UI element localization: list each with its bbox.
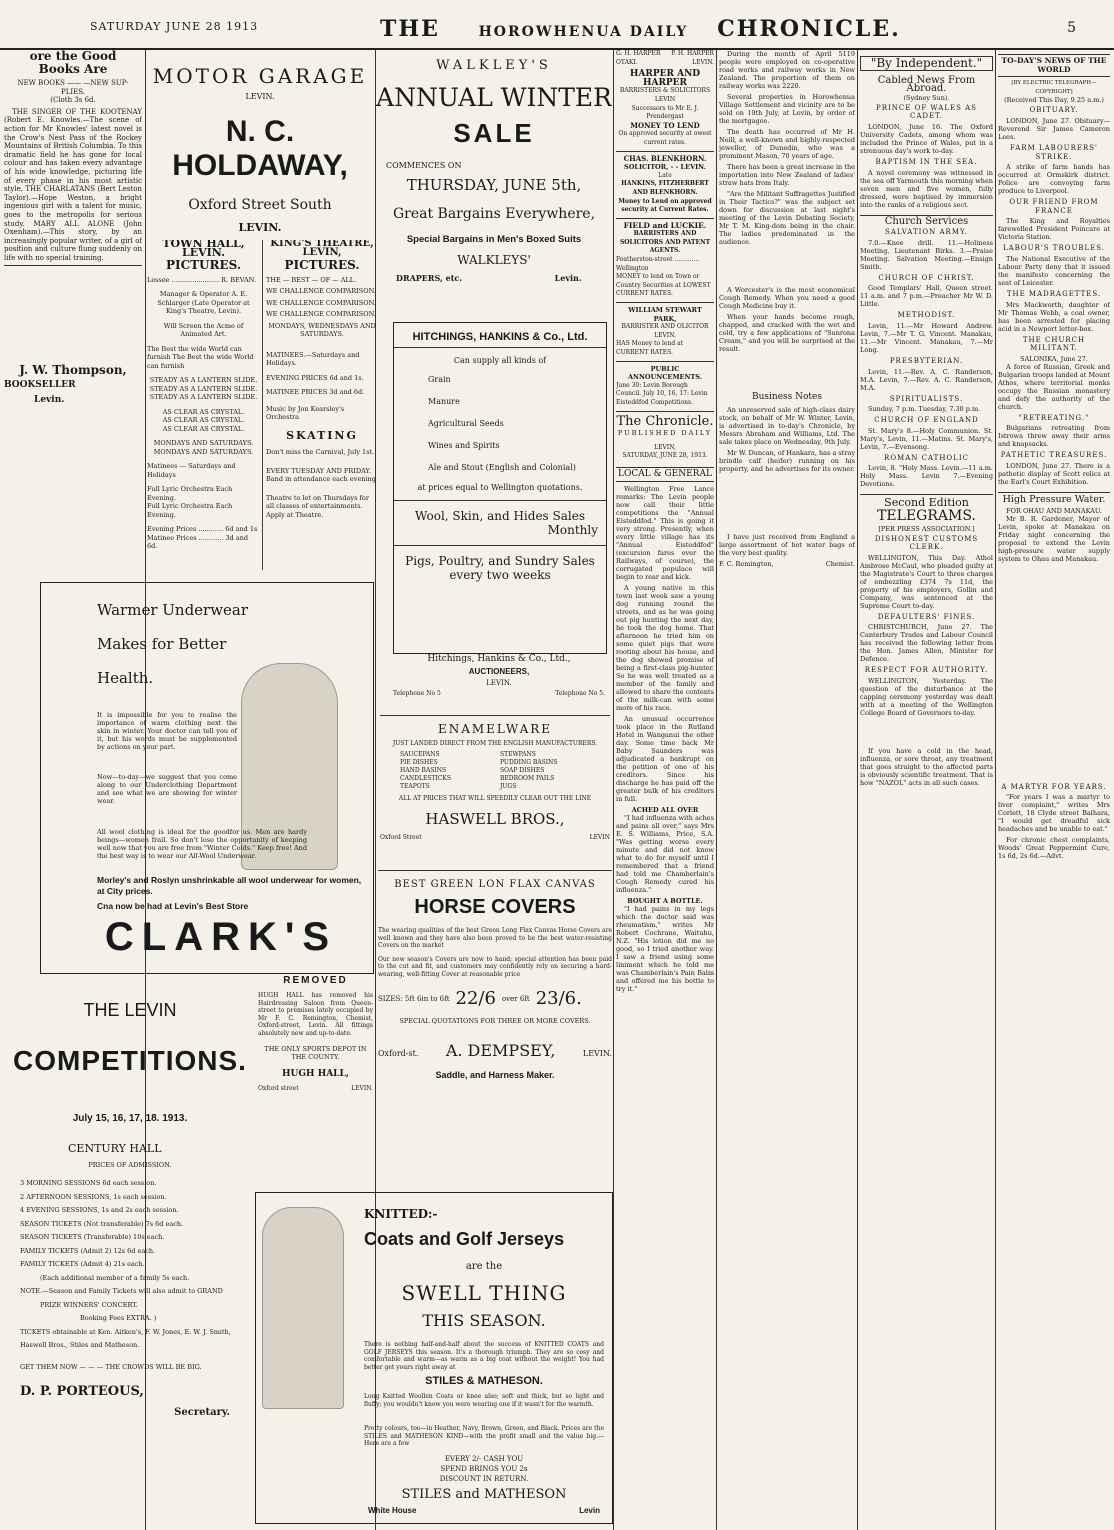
bought-body: "I had pains in my legs which the doctor said was rheumatism," writes Mr Robert Cochrane, Waituhu, N.Z. "His lotion did me no good, so I tried another way. I saw a friend using some liniment which he told me was Chamberlain's Pain Balm and offered me his bottle to try it."	[616, 904, 714, 993]
walkleys-special: Special Bargains in Men's Boxed Suits	[406, 234, 582, 245]
knitted-swell: SWELL THING	[401, 1281, 567, 1305]
pathetic-head: PATHETIC TREASURES.	[1000, 451, 1108, 460]
hitchings-wool: Wool, Skin, and Hides Sales	[414, 509, 586, 523]
england-body: St. Mary's 8.—Holy Communion. St. Mary's, Levin, 11.—Matins. St. Mary's, Levin, 7.—Evensong.	[860, 426, 993, 451]
knitted-body: There is nothing half-and-half about the success of KNITTED COATS and GOLF JERSEYS this season. It's a thorough triumph. They are so cosy and comfortable and warm—as warm as a big coat without the weight! You had better get yours right away at	[364, 1341, 604, 1371]
holdaway-street: Oxford Street South	[188, 197, 332, 213]
knitted-title: Coats and Golf Jerseys	[364, 1229, 565, 1249]
hitchings-auctioneers	[393, 652, 605, 712]
friend-body: The King and Royalties farewelled President Poincare at Victoria Station.	[998, 217, 1110, 242]
stewart-name: WILLIAM STEWART PARK,	[628, 306, 702, 323]
news-6: A Worcester's is the most economical Cough Remedy. When you need a good Cough Medicine buy it.	[719, 286, 855, 310]
underwear-ad	[40, 582, 374, 974]
dishonest-head: DISHONEST CUSTOMS CLERK.	[874, 534, 979, 552]
walkleys-ad	[376, 52, 612, 312]
newspaper-title	[380, 16, 901, 42]
books-headline-1: ore the Good	[29, 50, 117, 63]
title-mid: HOROWHENUA DAILY	[478, 24, 689, 40]
high-pressure-body: Mr B. R. Gardener, Mayor of Levin, spoke at Manakau on Friday night concerning the proposal to extend the Levin high-pressure water supply system to Ohau and Manakau.	[998, 514, 1110, 563]
horse-covers-title: HORSE COVERS	[414, 896, 576, 918]
enamel-teapots: TEAPOTS	[400, 783, 430, 790]
respect-head: RESPECT FOR AUTHORITY.	[864, 666, 989, 675]
enamelware-ad	[380, 715, 610, 866]
bought-head: BOUGHT A BOTTLE.	[627, 896, 703, 905]
walkleys-town: Levin.	[554, 273, 582, 283]
obituary-body: LONDON, June 27. Obituary—Reverend Sir James Cameron Lees.	[998, 116, 1110, 141]
news-2: Several properties in Horowhenua Village Settlement and vicinity are to be sold on 19th July, at Levin, by order of the mortgagee.	[719, 93, 855, 125]
underwear-title: Warmer Underwear	[97, 601, 249, 619]
books-cloth: (Cloth 3s 6d.	[50, 96, 96, 105]
walkleys-commences: COMMENCES ON	[386, 161, 462, 170]
dempsey-firm: A. DEMPSEY,	[445, 1041, 556, 1060]
removed-depot: THE ONLY SPORTS DEPOT IN THE COUNTY.	[264, 1045, 367, 1061]
madragettes-body: Mrs Mackworth, daughter of Mr Thomas Webb, a coal owner, has been arrested for placing acid in a Newport letter-box.	[998, 300, 1110, 333]
competitions-hall: CENTURY HALL	[68, 1142, 162, 1155]
price-season-t: SEASON TICKETS (Transferable) 10s each.	[20, 1233, 165, 1241]
walkleys-annual: ANNUAL WINTER	[376, 83, 612, 112]
knitted-season: THIS SEASON.	[422, 1311, 546, 1330]
friend-head: OUR FRIEND FROM FRANCE	[1009, 198, 1099, 215]
kings-best: THE — BEST — OF — ALL.	[266, 275, 357, 284]
hitchings-seeds: Agricultural Seeds	[428, 419, 504, 428]
harper-succ: Successors to Mr E. J. Prendergast	[631, 104, 699, 121]
horse-price-2: 23/6.	[535, 988, 582, 1009]
news-1: During the month of April 5119 people were employed on co-operative road works and railway works in New Zealand. The proportion of them on railway works was 2220.	[719, 50, 855, 90]
enamel-hand-basins: HAND BASINS	[400, 767, 447, 774]
respect-body: WELLINGTON, Yesterday. The question of the disturbance at the capping ceremony yesterday was dealt with at a meeting of the Wellington College Board of Governors to-day.	[860, 676, 993, 717]
local-body-2: A young native in this town last week saw a young dog running round the streets, and as he was going out pig hunting the next day, he took the dog home. That afternoon he tried him on some quiet pigs that were rooting about his house, and the dog showed promise of being a first-class pig-hunter. So he was well treated as a member of the family and allowed to share the contents of the milk-can with some more of his race.	[616, 583, 714, 712]
town-hall-screen: Will Screen the Acme of Animated Art.	[163, 321, 244, 338]
local-body-3: An unusual occurrence took place in the Rutland Hotel in Wanganui the other day. Some time back Mr Baby Saunders was adjudicated a bankrupt on the petition of one of his creditors. Since his discharge he has paid off the greater bulk of his creditors in full.	[616, 714, 714, 803]
defaulters-head: DEFAULTERS' FINES.	[877, 612, 976, 621]
walkleys-walkleys: WALKLEYS'	[457, 253, 531, 267]
motor-garage-ad	[146, 52, 374, 232]
kings-matinee-prices: MATINEE PRICES 3d and 6d.	[266, 388, 365, 396]
hugh-hall-name: HUGH HALL,	[282, 1069, 349, 1079]
blenkhorn-late: Late	[658, 171, 672, 179]
town-hall-steady-2: STEADY AS A LANTERN SLIDE.	[149, 384, 258, 393]
remington-name: F. C. Remington,	[719, 559, 774, 568]
harper-role: BARRISTERS & SOLICITORS	[619, 87, 711, 95]
enamel-stewpans: STEWPANS	[500, 751, 536, 758]
hitchings-fortnight: every two weeks	[449, 568, 551, 582]
legal-column	[616, 50, 714, 1530]
horse-sizes-label: SIZES: 5ft 6in to 6ft	[378, 994, 450, 1003]
business-3: I have just received from England a large assortment of hot water bags of the very best quality.	[719, 532, 855, 557]
underwear-cna: Cna now be had at Levin's Best Store	[97, 901, 249, 911]
competitions-ad	[10, 980, 250, 1520]
knitted-coats-ad	[255, 1192, 613, 1524]
field-money: MONEY to lend on Town or Country Securities at LOWEST CURRENT RATES.	[616, 273, 711, 298]
hitchings-pigs: Pigs, Poultry, and Sundry Sales	[405, 554, 595, 568]
chronicle-levin: LEVIN,	[654, 443, 676, 451]
field-addr: Featherston-street ............. Wellington	[616, 256, 700, 272]
knitted-every: EVERY 2/- CASH YOU	[444, 1455, 524, 1463]
stewart-money: HAS Money to lend at CURRENT RATES.	[616, 340, 684, 356]
hitchings-auct-role: AUCTIONEERS,	[468, 667, 530, 676]
enamelware-title: ENAMELWARE	[437, 722, 553, 736]
price-additional: (Each additional member of a family 5s each.	[40, 1273, 190, 1282]
chronicle-published: PUBLISHED DAILY	[617, 429, 713, 438]
christ-body: Good Templars' Hall, Queen street. 11 a.m. and 7 p.m.—Preacher Mr W. D. Little.	[860, 284, 993, 309]
spiritualists-head: SPIRITUALISTS.	[889, 394, 964, 403]
blenkhorn-sol: SOLICITOR, - - LEVIN.	[624, 163, 706, 172]
town-hall-clear-3: AS CLEAR AS CRYSTAL.	[162, 424, 245, 433]
news-4: There has been a great increase in the importation into New Zealand of ladies' straw hats from Italy.	[719, 163, 855, 187]
labour-body: The National Executive of the Labour Party deny that it issued the manifesto concerning the seat of Leicester.	[998, 254, 1110, 287]
underwear-makes: Makes for Better	[97, 635, 227, 653]
hitchings-ad	[393, 322, 607, 654]
price-afternoon: 2 AFTERNOON SESSIONS, 1s each session.	[20, 1192, 167, 1201]
hitchings-items	[394, 369, 606, 479]
underwear-body-3: All wool clothing is ideal for the goodfor us. Men are hardy beings—women frail. So don't lose the opportunity of keeping well now that you are free from "Winter Colds." Keep free! And the best way is to wear our All-Wool Underwear.	[97, 828, 307, 860]
knitted-firm-2: STILES and MATHESON	[401, 1487, 567, 1502]
prince-body: LONDON, June 16. The Oxford University Cadets, among whom was included the Prince of Wales, put in a strenuous day's work to-day.	[860, 122, 993, 155]
motor-garage-town: LEVIN.	[245, 92, 275, 101]
bookseller-town: Levin.	[34, 394, 65, 405]
local-body-1: Wellington Free Lance remarks: The Levin people now call their little competitions the "Annual Eisteddfod." This is going it very strong. Presently, when every little village has its "Annual Eisteddfod" (excursion fares over the Railways, of course), the corrugated populace will begin to rear and kick.	[616, 484, 714, 581]
world-news-column	[998, 50, 1110, 1530]
haswell-street: Oxford Street	[380, 834, 422, 841]
harper-2-town: LEVIN.	[692, 58, 714, 66]
kings-matinees: MATINEES.—Saturdays and Holidays.	[266, 350, 360, 367]
town-hall-days-1: MONDAYS AND SATURDAYS.	[153, 439, 254, 447]
bookseller-name: J. W. Thompson,	[19, 363, 127, 378]
blenkhorn-lend: Money to Lend on approved security at Current Rates.	[618, 197, 712, 214]
price-family-2: FAMILY TICKETS (Admit 2) 12s 6d each.	[20, 1246, 156, 1255]
town-hall-evening-prices: Evening Prices ............ 6d and 1s	[147, 525, 258, 533]
removed-title: REMOVED	[283, 975, 348, 986]
public-body: June 30: Levin Borough Council. July 10, 16, 17: Levin Eisteddfod Competitions.	[616, 381, 708, 406]
competitions-note: NOTE.—Season and Family Tickets will also admit to GRAND	[20, 1287, 223, 1295]
haswell-firm: HASWELL BROS.,	[425, 810, 565, 828]
bookseller-role: BOOKSELLER	[4, 380, 76, 391]
high-pressure-sub: FOR OHAU AND MANAKAU.	[1006, 506, 1102, 515]
column-rule	[857, 50, 858, 1530]
electric-telegraph: [BY ELECTRIC TELEGRAPH—COPYRIGHT]	[1011, 80, 1097, 95]
enamel-saucepans: SAUCEPANS	[400, 751, 440, 758]
kings-theatre-ad	[262, 240, 378, 570]
hitchings-ale: Ale and Stout (English and Colonial)	[428, 463, 576, 472]
knitted-spend: SPEND BRINGS YOU 2s	[440, 1465, 528, 1473]
kings-every: EVERY TUESDAY AND FRIDAY. Band in attendance each evening	[266, 466, 376, 483]
church-services: Church Services	[860, 215, 993, 227]
harper-1: G. H. HARPER	[616, 50, 661, 57]
title-right: CHRONICLE.	[717, 16, 901, 42]
town-hall-orchestra-1: Full Lyric Orchestra Each Evening.	[147, 485, 233, 502]
hitchings-wines: Wines and Spirits	[428, 441, 500, 450]
price-morning: 3 MORNING SESSIONS 6d each session.	[20, 1179, 157, 1187]
obituary-head: OBITUARY.	[1029, 106, 1079, 115]
nazol-body: If you have a cold in the head, influenza, or sore throat, any treatment that goes straight to the affected parts is obviously scientific treatment. That is how "NAZOL" acts in all such cases.	[860, 746, 993, 787]
horse-covers-ad	[378, 870, 612, 1171]
madragettes-head: THE MADRAGETTES.	[1006, 289, 1102, 298]
competitions-dates: July 15, 16, 17, 18. 1913.	[72, 1113, 188, 1124]
knitted-body-2: Long Knitted Woollen Coats or knee also; soft and thick, but so light and fluffy; you wouldn't know you were wearing one if it wasn't for the warmth.	[364, 1393, 604, 1408]
hugh-hall-street: Oxford street	[258, 1085, 299, 1092]
enamel-bedroom-pails: BEDROOM PAILS	[500, 775, 555, 782]
horse-covers-body: The wearing qualities of the best Green Long Flax Canvas Horse Covers are well known and they have also been proved to be the best water-resisting Covers on the market	[378, 927, 612, 949]
town-hall-orchestra-2: Full Lyric Orchestra Each Evening.	[147, 502, 233, 519]
walkleys-day: THURSDAY, JUNE 5th,	[406, 176, 582, 194]
news-column	[719, 50, 855, 1530]
town-hall-sub: PICTURES.	[165, 258, 242, 272]
methodist-body: Levin, 11.—Mr Howard Andrew. Levin, 7.—Mr T. G. Vincent. Manakau, 11.—Mr Vincent. Manakau, 7.—Mr Long.	[860, 321, 993, 354]
town-hall-lessee: Lessee ....................... R. BEVAN.	[147, 275, 257, 284]
harper-town: LEVIN	[654, 95, 676, 103]
enamel-pudding-basins: PUDDING BASINS	[500, 759, 558, 766]
presbyterian-head: PRESBYTERIAN.	[889, 356, 964, 365]
books-new-supplies: NEW BOOKS —— —NEW SUP-	[17, 79, 129, 87]
enamel-jugs: JUGS	[500, 783, 517, 790]
blenkhorn-hankins: HANKINS, FITZHERBERT AND BLENKHORN.	[621, 180, 709, 196]
competitions-the-levin: THE LEVIN	[83, 1000, 177, 1020]
hitchings-prices: at prices equal to Wellington quotations.	[417, 483, 583, 492]
prince-head: PRINCE OF WALES AS CADET.	[876, 103, 977, 121]
holdaway-town: LEVIN.	[238, 221, 282, 232]
hitchings-supply: Can supply all kinds of	[453, 356, 547, 365]
labour-head: LABOUR'S TROUBLES.	[1002, 244, 1106, 253]
second-edition: Second Edition	[860, 494, 993, 508]
town-hall-steady-3: STEADY AS A LANTERN SLIDE.	[149, 393, 258, 401]
martyr-head: A MARTYR FOR YEARS.	[1001, 782, 1107, 791]
harper-2: P. H. HARPER	[671, 50, 714, 57]
competitions-title: COMPETITIONS.	[13, 1045, 247, 1076]
telegrams: TELEGRAMS.	[877, 507, 976, 524]
field-name: FIELD and LUCKIE.	[623, 220, 707, 230]
clarks-logo: CLARK'S	[104, 915, 338, 959]
horse-covers-body-2: Our new season's Covers are now to hand; special attention has been paid to the cut and fit, and customers may confidently rely on securing a hard-wearing, well-fitting Cover at reasonable price	[378, 955, 612, 978]
salonika-body: A force of Russian, Greek and Bulgarian troops landed at Mount Athos, where territorial monks occupy the Russian monastery and defy the authority of the church.	[998, 362, 1110, 411]
column-rule	[613, 50, 614, 1530]
knitted-firm: STILES & MATHESON.	[425, 1375, 543, 1387]
chronicle-title: The Chronicle.	[616, 413, 714, 429]
porteous-name: D. P. PORTEOUS,	[20, 1384, 144, 1399]
enamel-candlesticks: CANDLESTICKS	[400, 775, 452, 782]
competitions-tickets: TICKETS obtainable at Ken. Aitken's, F. W. Jones, E. W. J. Smith, Haswell Bros., Stiles and Matheson.	[20, 1327, 231, 1349]
baptism-body: A novel ceremony was witnessed in the sea off Yarmouth this morning when seven men and five women, fully dressed, were baptised by immersion into the ranks of a religious sect.	[860, 168, 993, 209]
presbyterian-body: Levin, 11.—Rev. A. C. Randerson, M.A. Levin, 7.—Rev. A. C. Randerson, M.A.	[860, 367, 993, 392]
walkleys-drapers	[376, 273, 612, 283]
town-hall-clear-1: AS CLEAR AS CRYSTAL.	[162, 407, 245, 416]
motor-garage-title: MOTOR GARAGE	[152, 64, 368, 88]
press-association: [PER PRESS ASSOCIATION.]	[878, 524, 975, 533]
dempsey-town: LEVIN.	[582, 1049, 612, 1058]
kings-theatre-sub: PICTURES.	[284, 258, 360, 272]
england-head: CHURCH OF ENGLAND	[874, 416, 979, 425]
business-2: Mr W. Duncan, of Hankara, has a stray brindle calf (heifer) running on his property, and he advertises for its owner.	[719, 448, 855, 473]
price-family-4: FAMILY TICKETS (Admit 4) 21s each.	[20, 1260, 145, 1268]
christ-head: CHURCH OF CHRIST.	[878, 273, 975, 282]
chronicle-date: SATURDAY, JUNE 28, 1913.	[622, 452, 708, 460]
salonika-dateline: SALONIKA, June 27.	[1020, 354, 1088, 363]
todays-news-head: TO-DAY'S NEWS OF THE WORLD	[998, 54, 1110, 77]
ached-head: ACHED ALL OVER	[631, 805, 699, 814]
walkleys-drapers-label: DRAPERS, etc.	[396, 273, 463, 283]
competitions-price-list	[10, 1177, 250, 1374]
pathetic-body: LONDON, June 27. There is a pathetic display of Scott relics at the Earl's Court Exhibition.	[998, 461, 1110, 486]
kings-skating: SKATING	[286, 428, 358, 442]
knitted-town: Levin	[579, 1506, 600, 1515]
enamel-pie-dishes: PIE DISHES	[400, 759, 438, 766]
price-evening: 4 EVENING SESSIONS, 1s and 2s each session.	[20, 1206, 179, 1214]
kings-days: MONDAYS, WEDNESDAYS AND SATURDAYS.	[268, 321, 376, 338]
martyr-body: "For years I was a martyr to liver complaint," writes Mrs Corlett, 18 Clyde street Balhara, "I would get dreadful sick headaches and be unable to eat."	[998, 793, 1110, 834]
removed-ad	[258, 975, 373, 1185]
books-body: THE SINGER OF THE KOOTENAY (Robert E. Knowles.—The scene of action for Mr Knowles' latest novel is the Crow's Nest Pass of the Rockey Mountains of British Columbia. To this dramatic field he has gone for local colour and has taken every advantage of his wide knowledge, picturing life of every phase in his most artistic style. THE CHARLATANS (Bert Leston Taylor).—Hope Weston, a bright ingenious girl with a talent for music, goes to the metropolis for serious study. MARY ALL ALONE (John Oxenham).—This story, by an increasingly popular writer, of a girl of position and culture flung suddenly on life with no special training.	[4, 107, 142, 262]
competitions-booking: Booking Fees EXTRA. )	[80, 1314, 157, 1322]
walkleys-sale: SALE	[453, 118, 535, 148]
methodist-head: METHODIST.	[897, 311, 956, 320]
kings-challenge-2: WE CHALLENGE COMPARISON.	[266, 298, 376, 307]
harper-money: MONEY TO LEND	[630, 120, 700, 130]
column-rule	[995, 50, 996, 1530]
kings-challenge-1: WE CHALLENGE COMPARISON.	[266, 287, 376, 295]
salvation-body: 7.0.—Knee drill. 11.—Holiness Meeting, Lieutenant Birks. 3.—Praise Meeting. Salvation Meeting.—Ensign Smith.	[860, 238, 993, 271]
harper-firm: HARPER AND HARPER	[629, 69, 701, 88]
retreat-body: Bulgarians retreating from Istrowa threw away their arms and knapsacks.	[998, 424, 1110, 449]
hitchings-auct-town: LEVIN.	[486, 679, 512, 687]
knitted-discount: DISCOUNT IN RETURN.	[439, 1475, 529, 1483]
walkleys-name: WALKLEY'S	[436, 58, 552, 73]
dempsey-saddle: Saddle, and Harness Maker.	[435, 1070, 555, 1080]
walkleys-bargains: Great Bargains Everywhere,	[392, 206, 596, 222]
dempsey-street: Oxford-st.	[378, 1049, 419, 1058]
competitions-prize: PRIZE WINNERS' CONCERT.	[40, 1300, 138, 1309]
price-season-nt: SEASON TICKETS (Not transferable) 7s 6d each.	[20, 1219, 184, 1228]
column-rule	[716, 50, 717, 1530]
dishonest-body: WELLINGTON, This Day. Athol Ambrose McCaul, who pleaded guilty at the Magistrate's Court to three charges of embezzling £374 7s 11d, the property of his employers, Gollin and Company, was sentenced at the Supreme Court to-day.	[860, 553, 993, 610]
hitchings-tel-left: Telephone No 5	[393, 690, 441, 697]
kings-carnival: Don't miss the Carnival, July 1st.	[266, 448, 375, 456]
town-hall-ad	[147, 240, 260, 570]
underwear-health: Health.	[97, 669, 154, 687]
knitted-illustration	[262, 1207, 344, 1409]
books-plies: PLIES.	[60, 87, 85, 96]
public-announcements: PUBLIC ANNOUNCEMENTS.	[628, 364, 702, 382]
blenkhorn-name: CHAS. BLENKHORN.	[623, 153, 707, 163]
roman-body: Levin, 8. "Holy Mass. Levin.—11 a.m. Holy Mass. Levin 7.—Evening Devotions.	[860, 464, 993, 489]
horse-over: over 6ft	[501, 994, 530, 1003]
books-column	[4, 50, 142, 570]
town-hall-manager: Manager & Operator A. E. Schlarger (Late Operator at King's Theatre, Levin).	[157, 290, 250, 315]
knitted-white-house: White House	[368, 1506, 417, 1515]
title-left: THE	[380, 16, 440, 42]
horse-special: SPECIAL QUOTATIONS FOR THREE OR MORE COVERS.	[399, 1017, 591, 1025]
knitted-are: are the	[465, 1261, 503, 1272]
cabled-news: Cabled News From Abroad.	[877, 74, 976, 95]
town-hall-matinee-prices: Matinee Prices ............ 3d and 6d.	[147, 533, 249, 550]
field-role: BARRISTERS AND SOLICITORS AND PATENT AGENTS.	[619, 230, 711, 255]
kings-music: Music by Jon Kearsley's Orchestra	[266, 404, 345, 421]
stewart-role: BARRISTER AND OLICITOR LEVIN.	[621, 323, 709, 339]
high-pressure-head: High Pressure Water.	[998, 492, 1110, 505]
hitchings-auct-name: Hitchings, Hankins & Co., Ltd.,	[427, 654, 571, 664]
hitchings-manure: Manure	[428, 397, 460, 406]
enamel-soap-dishes: SOAP DISHES	[500, 767, 545, 774]
farm-body: A strike of farm hands has occurred at Ormskirk district. Police are convoying farm produce to Liverpool.	[998, 163, 1110, 196]
baptism-head: BAPTISM IN THE SEA.	[875, 157, 978, 166]
horse-covers-best: BEST GREEN LON FLAX CANVAS	[394, 879, 596, 890]
enamel-prices: ALL AT PRICES THAT WILL SPEEDILY CLEAR OUT THE LINE	[398, 795, 592, 802]
business-notes: Business Notes	[752, 392, 822, 402]
town-hall-clear-2: AS CLEAR AS CRYSTAL.	[162, 416, 245, 424]
hitchings-title: HITCHINGS, HANKINS & Co., Ltd.	[394, 331, 606, 348]
news-5: "Are the Militant Suffragettes Justified in Their Tactics?" was the subject set down for discussion at last night's meeting of the Levin Debating Society, Mr T. M. King-dom being in the chair. The ladies predominated in the audience.	[719, 190, 855, 246]
colds-body: For chronic chest complaints, Woods' Great Peppermint Cure, 1s 6d, 2s 6d.—Advt.	[998, 836, 1110, 861]
hitchings-grain: Grain	[428, 375, 451, 384]
harper-approved: On approved security at owest current rates.	[618, 130, 712, 146]
farm-head: FARM LABOURERS' STRIKE.	[1010, 143, 1098, 161]
hugh-hall-town: LEVIN.	[351, 1085, 373, 1092]
roman-head: ROMAN CATHOLIC	[884, 453, 969, 462]
porteous-role: Secretary.	[174, 1407, 230, 1418]
hitchings-tel-right: Telephone No 5.	[555, 690, 605, 697]
sydney-sun: (Sydney Sun).	[903, 93, 950, 102]
harper-1-town: OTAKI.	[616, 58, 638, 66]
received: (Received This Day, 9.25 a.m.)	[1004, 96, 1104, 105]
kings-challenge-3: WE CHALLENGE COMPARISON.	[266, 310, 376, 318]
underwear-body: It is impossible for you to realise the importance of warm clothing next the skin in winter. Your doctor can tell you of it, but his words must be supplemented by actions on your part.	[97, 711, 237, 751]
issue-date: SATURDAY JUNE 28 1913	[90, 20, 259, 33]
haswell-town: LEVIN	[589, 834, 610, 841]
enamelware-sub: JUST LANDED DIRECT FROM THE ENGLISH MANUFACTURERS.	[392, 740, 598, 747]
knitted-body-3: Pretty colours, too—in Heather, Navy, Brown, Green, and Black. Prices are the STILES and MATHESON KIND—with the profit small and the value big.—Here are a few	[364, 1425, 604, 1447]
underwear-morley: Morley's and Roslyn unshrinkable all wool underwear for women, at City prices.	[97, 875, 362, 896]
militant-head: THE CHURCH MILITANT.	[1022, 335, 1086, 353]
competitions-prices: PRICES OF ADMISSION.	[88, 1161, 172, 1169]
retreat-head: "RETREATING."	[1018, 413, 1090, 422]
news-7: When your hands become rough, chapped, and cracked with the wet and cold, try a few applications of "Sunrona Cream," and you will be surprised at the result.	[719, 313, 855, 353]
removed-body: HUGH HALL has removed his Hairdressing Saloon from Queen-street to premises lately occupied by Mr F. C. Remington, Chemist, Oxford-street, Levin. All fittings absolutely new and up-to-date.	[258, 992, 373, 1037]
knitted-head: KNITTED:-	[364, 1207, 438, 1221]
kings-evening-prices: EVENING PRICES 6d and 1s.	[266, 373, 364, 382]
town-hall-matinee: Matinees — Saturdays and Holidays	[147, 462, 236, 479]
page-number: 5	[1067, 20, 1076, 36]
competitions-get: GET THEM NOW — — — THE CROWDS WILL BE BIG.	[20, 1362, 202, 1371]
news-3: The death has occurred of Mr H. Neill, a well-known and highly-respected jeweller, of Dunedin, who was a prominent Mason, 70 years of age.	[719, 128, 855, 160]
kings-theatre-let: Theatre to let on Thursdays for all classes of entertainments. Apply at Theatre.	[266, 493, 369, 519]
business-body: An unreserved sale of high-class dairy stock, on behalf of Mr W. Winter, Levin, is advertised in to-day's Chronicle, by Messrs Abraham and Williams, Ltd. The sale takes place on Wednesday, 9th July.	[719, 405, 855, 446]
by-independent: "By Independent."	[860, 56, 993, 71]
spiritualists-body: Sunday, 7 p.m. Tuesday, 7.30 p.m.	[868, 405, 981, 414]
kings-theatre-title: KING'S THEATRE, LEVIN,	[270, 240, 374, 258]
holdaway-name: N. C. HOLDAWAY,	[172, 115, 348, 182]
remington-role: Chemist.	[825, 559, 855, 568]
town-hall-title: TOWN HALL, LEVIN.	[162, 240, 245, 259]
divider	[4, 265, 142, 266]
cables-column	[860, 50, 993, 1530]
hitchings-monthly: Monthly	[547, 523, 598, 537]
town-hall-best: The Best the wide World can furnish The Best the wide World can furnish	[147, 344, 254, 370]
ached-body: "I had influenza with aches and pains all over," says Mrs E. S. Williams, Price, S.A. "Was getting worse every minute and did not know what to do for myself until I remembered that a friend had told me Chamberlain's Cough Remedy cured his influenza."	[616, 813, 714, 894]
town-hall-steady-1: STEADY AS A LANTERN SLIDE.	[149, 376, 258, 384]
salvation-head: SALVATION ARMY.	[885, 228, 968, 237]
local-general: LOCAL & GENERAL	[616, 467, 714, 482]
underwear-body-2: Now—to-day—we suggest that you come along to our Underclothing Department and see what we are showing for winter wear.	[97, 773, 237, 805]
defaulters-body: CHRISTCHURCH, June 27. The Canterbury Trades and Labour Council has received the following letter from the Hon. James Allen, Minister for Defence.	[860, 623, 993, 664]
town-hall-days-2: MONDAYS AND SATURDAYS.	[153, 447, 254, 456]
books-headline-2: Books Are	[38, 62, 108, 76]
horse-price-1: 22/6	[455, 988, 496, 1009]
masthead	[0, 0, 1114, 50]
